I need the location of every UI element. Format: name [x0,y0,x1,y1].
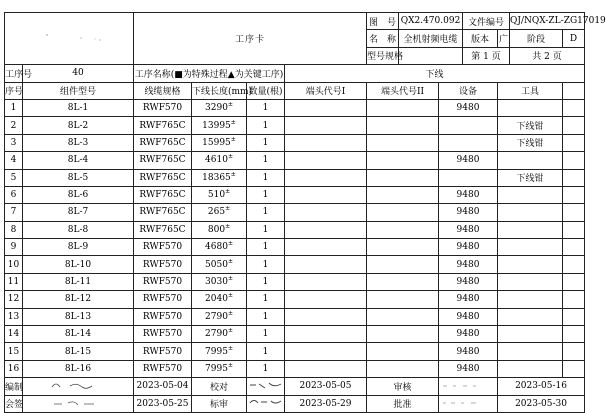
end-code-2 [367,169,439,186]
date-reviewed: 2023-05-16 [498,378,585,395]
end-code-2 [367,204,439,221]
cut-length [192,134,247,151]
cable-spec: RWF765C [134,169,192,186]
cable-spec: RWF765C [134,221,192,238]
cut-length [192,308,247,325]
date-standard-review: 2023-05-29 [285,395,367,412]
end-code-2 [367,273,439,290]
equipment: 9480 [439,291,498,308]
tolerance-mark: ± [230,118,236,126]
end-code-2 [367,117,439,134]
quantity: 1 [247,221,285,238]
col-header-tool: 工具 [498,82,563,99]
version-value: 广 [498,30,510,47]
col-header-end1: 端头代号I [285,82,367,99]
row-no: 12 [5,291,23,308]
label-approved: 批准 [367,395,439,412]
end-code-1 [285,291,367,308]
row-no: 3 [5,134,23,151]
stage-value: D [563,30,585,47]
end-code-1 [285,152,367,169]
label-reviewed: 审核 [367,378,439,395]
equipment: 9480 [439,221,498,238]
length-value: 7995 [205,364,228,374]
spare-cell [563,273,585,290]
cable-spec: RWF570 [134,360,192,377]
end-code-2 [367,99,439,116]
cable-spec: RWF570 [134,343,192,360]
end-code-2 [367,239,439,256]
length-value: 4610 [205,155,228,166]
end-code-2 [367,360,439,377]
table-row [5,152,585,169]
quantity: 1 [247,117,285,134]
tool [498,239,563,256]
length-value: 800 [207,224,226,235]
equipment: 9480 [439,239,498,256]
length-value: 4680 [205,242,228,253]
spare-cell [563,204,585,221]
part-no: 8L-8 [23,221,134,238]
cut-length [192,186,247,203]
quantity: 1 [247,308,285,325]
tool [498,326,563,343]
cut-length [192,256,247,273]
part-no: 8L-10 [23,256,134,273]
quantity: 1 [247,169,285,186]
cable-spec: RWF570 [134,239,192,256]
signature-mark [48,397,108,407]
equipment: 9480 [439,256,498,273]
length-value: 265 [207,207,226,218]
col-header-equip: 设备 [439,82,498,99]
table-row [5,256,585,273]
equipment: 9480 [439,186,498,203]
doc-no-label: 文件编号 [463,13,510,30]
tool [498,273,563,290]
end-code-2 [367,256,439,273]
end-code-2 [367,134,439,151]
stage-label: 阶段 [510,30,563,47]
name-label: 名 称 [367,30,399,47]
cable-spec: RWF765C [134,152,192,169]
cut-length [192,221,247,238]
cable-spec: RWF570 [134,256,192,273]
cable-spec: RWF570 [134,308,192,325]
process-card-table [4,12,606,413]
table-row [5,273,585,290]
quantity: 1 [247,291,285,308]
part-no: 8L-14 [23,326,134,343]
column-header-row [5,82,585,99]
date-countersign: 2023-05-25 [134,395,192,412]
signature-mark [439,380,499,390]
part-no: 8L-13 [23,308,134,325]
tolerance-mark: ± [227,240,233,248]
end-code-1 [285,169,367,186]
tool [498,308,563,325]
total-pages: 共 2 页 [510,47,585,64]
table-row [5,99,585,116]
spare-cell [563,117,585,134]
equipment [439,169,498,186]
cut-length [192,273,247,290]
label-checked: 校对 [192,378,247,395]
end-code-1 [285,186,367,203]
end-code-2 [367,343,439,360]
row-no: 9 [5,239,23,256]
length-value: 15995 [202,137,231,148]
cable-spec: RWF765C [134,204,192,221]
tool: 下线钳 [498,117,563,134]
spare-cell [563,308,585,325]
cut-length [192,117,247,134]
date-prepared: 2023-05-04 [134,378,192,395]
row-no: 10 [5,256,23,273]
model-value [399,47,463,64]
signature-mark [247,380,307,390]
table-row [5,204,585,221]
end-code-1 [285,239,367,256]
col-header-end2: 端头代号II [367,82,439,99]
length-value: 510 [207,190,226,201]
end-code-2 [367,326,439,343]
end-code-1 [285,360,367,377]
equipment: 9480 [439,99,498,116]
quantity: 1 [247,152,285,169]
col-header-part: 组件型号 [23,82,134,99]
col-header-no: 序号 [5,82,23,99]
part-no: 8L-1 [23,99,134,116]
spare-cell [563,360,585,377]
end-code-2 [367,308,439,325]
data-rows [5,99,585,377]
part-no: 8L-2 [23,117,134,134]
length-value: 3030 [205,277,228,288]
tolerance-mark: ± [227,327,233,335]
length-value: 5050 [205,259,228,270]
spare-cell [563,291,585,308]
part-no: 8L-11 [23,273,134,290]
part-no: 8L-4 [23,152,134,169]
part-no: 8L-7 [23,204,134,221]
signature-standard-review [247,395,285,412]
spare-cell [563,134,585,151]
cable-spec: RWF765C [134,186,192,203]
quantity: 1 [247,343,285,360]
part-no: 8L-6 [23,186,134,203]
cut-length [192,99,247,116]
doc-no-value: QJ/NQX-ZL-ZG17019 [510,13,585,30]
length-value: 18365 [202,172,231,183]
signature-approved [439,395,498,412]
process-name-value: 下线 [285,65,585,82]
cut-length [192,343,247,360]
tolerance-mark: ± [227,309,233,317]
table-row [5,221,585,238]
equipment: 9480 [439,360,498,377]
length-value: 13995 [202,120,231,131]
cut-length [192,169,247,186]
part-no: 8L-16 [23,360,134,377]
quantity: 1 [247,273,285,290]
tolerance-mark: ± [225,205,231,213]
version-label: 版本 [463,30,498,47]
part-no: 8L-15 [23,343,134,360]
end-code-1 [285,256,367,273]
spare-cell [563,343,585,360]
quantity: 1 [247,326,285,343]
spare-cell [563,326,585,343]
part-no: 8L-3 [23,134,134,151]
equipment: 9480 [439,326,498,343]
tool [498,360,563,377]
row-no: 11 [5,273,23,290]
row-no: 5 [5,169,23,186]
table-row [5,308,585,325]
process-no-label: 工序号 [5,65,23,82]
spare-cell [563,99,585,116]
quantity: 1 [247,186,285,203]
spare-cell [563,256,585,273]
date-approved: 2023-05-30 [498,395,585,412]
col-header-cable: 线缆规格 [134,82,192,99]
end-code-1 [285,343,367,360]
drawing-no-value: QX2.470.092 [399,13,463,30]
tolerance-mark: ± [227,101,233,109]
end-code-2 [367,152,439,169]
tolerance-mark: ± [227,344,233,352]
process-card [4,12,606,411]
tool [498,291,563,308]
cut-length [192,204,247,221]
table-row [5,134,585,151]
tolerance-mark: ± [230,170,236,178]
length-value: 7995 [205,346,228,357]
signature-reviewed [439,378,498,395]
end-code-1 [285,99,367,116]
table-row [5,186,585,203]
tolerance-mark: ± [227,275,233,283]
cable-spec: RWF570 [134,273,192,290]
tolerance-mark: ± [225,222,231,230]
tool [498,204,563,221]
signature-prepared [23,378,134,395]
row-no: 16 [5,360,23,377]
end-code-1 [285,117,367,134]
spare-cell [563,221,585,238]
end-code-1 [285,221,367,238]
tool [498,256,563,273]
equipment: 9480 [439,343,498,360]
tolerance-mark: ± [227,292,233,300]
page-indicator: 第 1 页 [463,47,510,64]
col-header-length: 下线长度(mm) [192,82,247,99]
equipment: 9480 [439,273,498,290]
part-no: 8L-12 [23,291,134,308]
table-row [5,360,585,377]
signature-mark [48,380,108,390]
length-value: 2790 [205,311,228,322]
row-no: 15 [5,343,23,360]
end-code-2 [367,291,439,308]
tool: 下线钳 [498,134,563,151]
equipment [439,117,498,134]
quantity: 1 [247,134,285,151]
row-no: 1 [5,99,23,116]
card-title: 工序卡 [134,13,367,65]
company-logo [19,27,119,47]
spare-cell [563,169,585,186]
signature-mark [247,397,307,407]
part-no: 8L-9 [23,239,134,256]
tool [498,221,563,238]
cut-length [192,326,247,343]
col-header-qty: 数量(根) [247,82,285,99]
equipment: 9480 [439,308,498,325]
quantity: 1 [247,239,285,256]
footer-row-2 [5,395,585,412]
end-code-1 [285,134,367,151]
spare-cell [563,239,585,256]
cable-spec: RWF570 [134,99,192,116]
row-no: 6 [5,186,23,203]
process-name-label: 工序名称(■为特殊过程▲为关键工序) [134,65,285,82]
end-code-1 [285,273,367,290]
spare-cell [563,152,585,169]
signature-checked [247,378,285,395]
table-row [5,117,585,134]
cable-spec: RWF765C [134,117,192,134]
part-no: 8L-5 [23,169,134,186]
label-prepared: 编制 [5,378,23,395]
tool [498,186,563,203]
cable-spec: RWF570 [134,326,192,343]
quantity: 1 [247,360,285,377]
model-label: 型号规格 [367,47,399,64]
tolerance-mark: ± [225,188,231,196]
process-no-value: 40 [23,65,134,82]
row-no: 14 [5,326,23,343]
spare-cell [563,186,585,203]
tool [498,99,563,116]
end-code-2 [367,221,439,238]
signature-countersign [23,395,134,412]
date-checked: 2023-05-05 [285,378,367,395]
tool [498,343,563,360]
label-standard-review: 标审 [192,395,247,412]
table-row [5,326,585,343]
cable-spec: RWF570 [134,291,192,308]
table-row [5,343,585,360]
tool: 下线钳 [498,169,563,186]
equipment: 9480 [439,152,498,169]
cut-length [192,239,247,256]
tolerance-mark: ± [227,153,233,161]
quantity: 1 [247,204,285,221]
row-no: 13 [5,308,23,325]
cable-spec: RWF765C [134,134,192,151]
col-header-spare [563,82,585,99]
cut-length [192,291,247,308]
row-no: 4 [5,152,23,169]
length-value: 2790 [205,329,228,340]
table-row [5,169,585,186]
signature-mark [439,397,499,407]
end-code-1 [285,326,367,343]
quantity: 1 [247,99,285,116]
end-code-1 [285,204,367,221]
row-no: 7 [5,204,23,221]
cut-length [192,152,247,169]
quantity: 1 [247,256,285,273]
label-countersign: 会签 [5,395,23,412]
table-row [5,239,585,256]
equipment: 9480 [439,204,498,221]
footer-row-1 [5,378,585,395]
company-logo-area [5,13,134,65]
tolerance-mark: ± [227,362,233,369]
length-value: 3290 [205,103,228,114]
cut-length [192,360,247,377]
table-row [5,291,585,308]
drawing-no-label: 图 号 [367,13,399,30]
length-value: 2040 [205,294,228,305]
equipment [439,134,498,151]
end-code-2 [367,186,439,203]
row-no: 8 [5,221,23,238]
tolerance-mark: ± [230,135,236,143]
tolerance-mark: ± [227,257,233,265]
end-code-1 [285,308,367,325]
name-value: 全机射频电缆 [399,30,463,47]
tool [498,152,563,169]
row-no: 2 [5,117,23,134]
